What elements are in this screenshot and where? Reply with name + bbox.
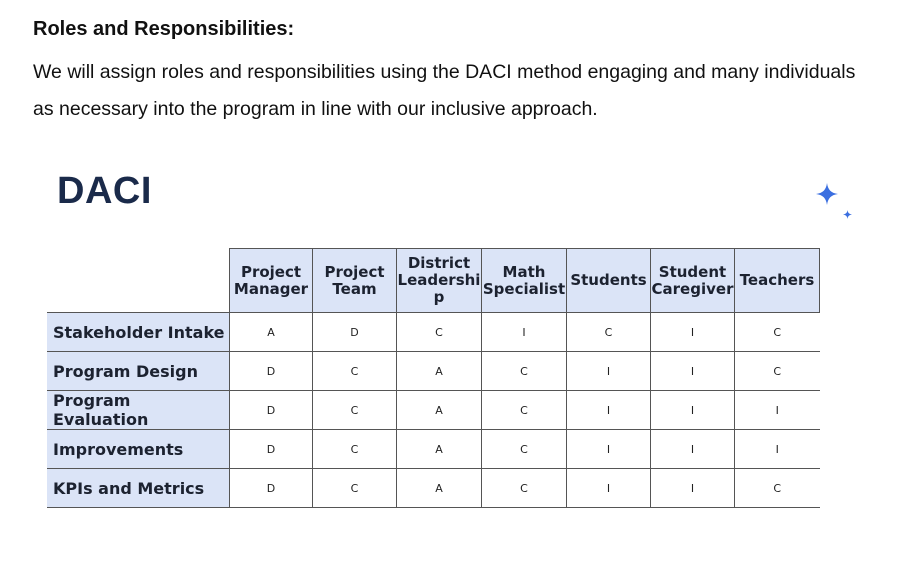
table-cell: C xyxy=(735,352,820,391)
column-header: Students xyxy=(567,249,651,313)
table-row xyxy=(47,430,820,469)
sparkle-icon xyxy=(816,183,838,205)
table-cell: C xyxy=(482,430,567,469)
table-cell: A xyxy=(397,391,482,430)
table-cell: C xyxy=(482,469,567,508)
row-label: Improvements xyxy=(47,430,230,469)
table-cell: I xyxy=(735,430,820,469)
table-cell: I xyxy=(651,430,735,469)
row-label: Program Design xyxy=(47,352,230,391)
table-cell: A xyxy=(230,313,313,352)
table-cell: D xyxy=(230,430,313,469)
table-cell: I xyxy=(567,469,651,508)
table-cell: C xyxy=(313,430,397,469)
table-cell: I xyxy=(567,430,651,469)
table-cell: D xyxy=(230,391,313,430)
table-cell: D xyxy=(230,469,313,508)
section-heading: Roles and Responsibilities: xyxy=(33,18,295,40)
table-cell: C xyxy=(567,313,651,352)
row-label: KPIs and Metrics xyxy=(47,469,230,508)
intro-paragraph: We will assign roles and responsibilities using the DACI method engaging and many individuals as necessary into the program in line with our inclusive approach. xyxy=(33,61,856,120)
daci-title: DACI xyxy=(57,170,152,212)
table-row xyxy=(47,313,820,352)
row-label: Stakeholder Intake xyxy=(47,313,230,352)
table-row xyxy=(47,469,820,508)
table-cell: I xyxy=(651,469,735,508)
table-cell: C xyxy=(397,313,482,352)
table-row xyxy=(47,352,820,391)
table-corner xyxy=(47,249,230,313)
table-cell: A xyxy=(397,430,482,469)
table-cell: I xyxy=(651,352,735,391)
column-header: Student Caregiver xyxy=(651,249,735,313)
table-cell: I xyxy=(567,391,651,430)
table-cell: D xyxy=(313,313,397,352)
table-row xyxy=(47,391,820,430)
column-header: Math Specialist xyxy=(482,249,567,313)
table-cell: C xyxy=(313,469,397,508)
table-cell: A xyxy=(397,469,482,508)
row-label: Program Evaluation xyxy=(47,391,230,430)
column-header: Teachers xyxy=(735,249,820,313)
table-cell: I xyxy=(482,313,567,352)
daci-table xyxy=(47,248,820,508)
table-cell: D xyxy=(230,352,313,391)
column-header: Project Manager xyxy=(230,249,313,313)
column-header: District Leadershi p xyxy=(397,249,482,313)
table-cell: I xyxy=(651,391,735,430)
table-cell: C xyxy=(735,469,820,508)
table-cell: C xyxy=(313,391,397,430)
table-cell: I xyxy=(567,352,651,391)
column-header: Project Team xyxy=(313,249,397,313)
table-header-row xyxy=(47,249,820,313)
table-cell: I xyxy=(735,391,820,430)
table-cell: C xyxy=(482,391,567,430)
table-cell: C xyxy=(313,352,397,391)
table-cell: C xyxy=(482,352,567,391)
table-cell: C xyxy=(735,313,820,352)
table-cell: I xyxy=(651,313,735,352)
table-cell: A xyxy=(397,352,482,391)
small-sparkle-icon xyxy=(843,210,852,219)
